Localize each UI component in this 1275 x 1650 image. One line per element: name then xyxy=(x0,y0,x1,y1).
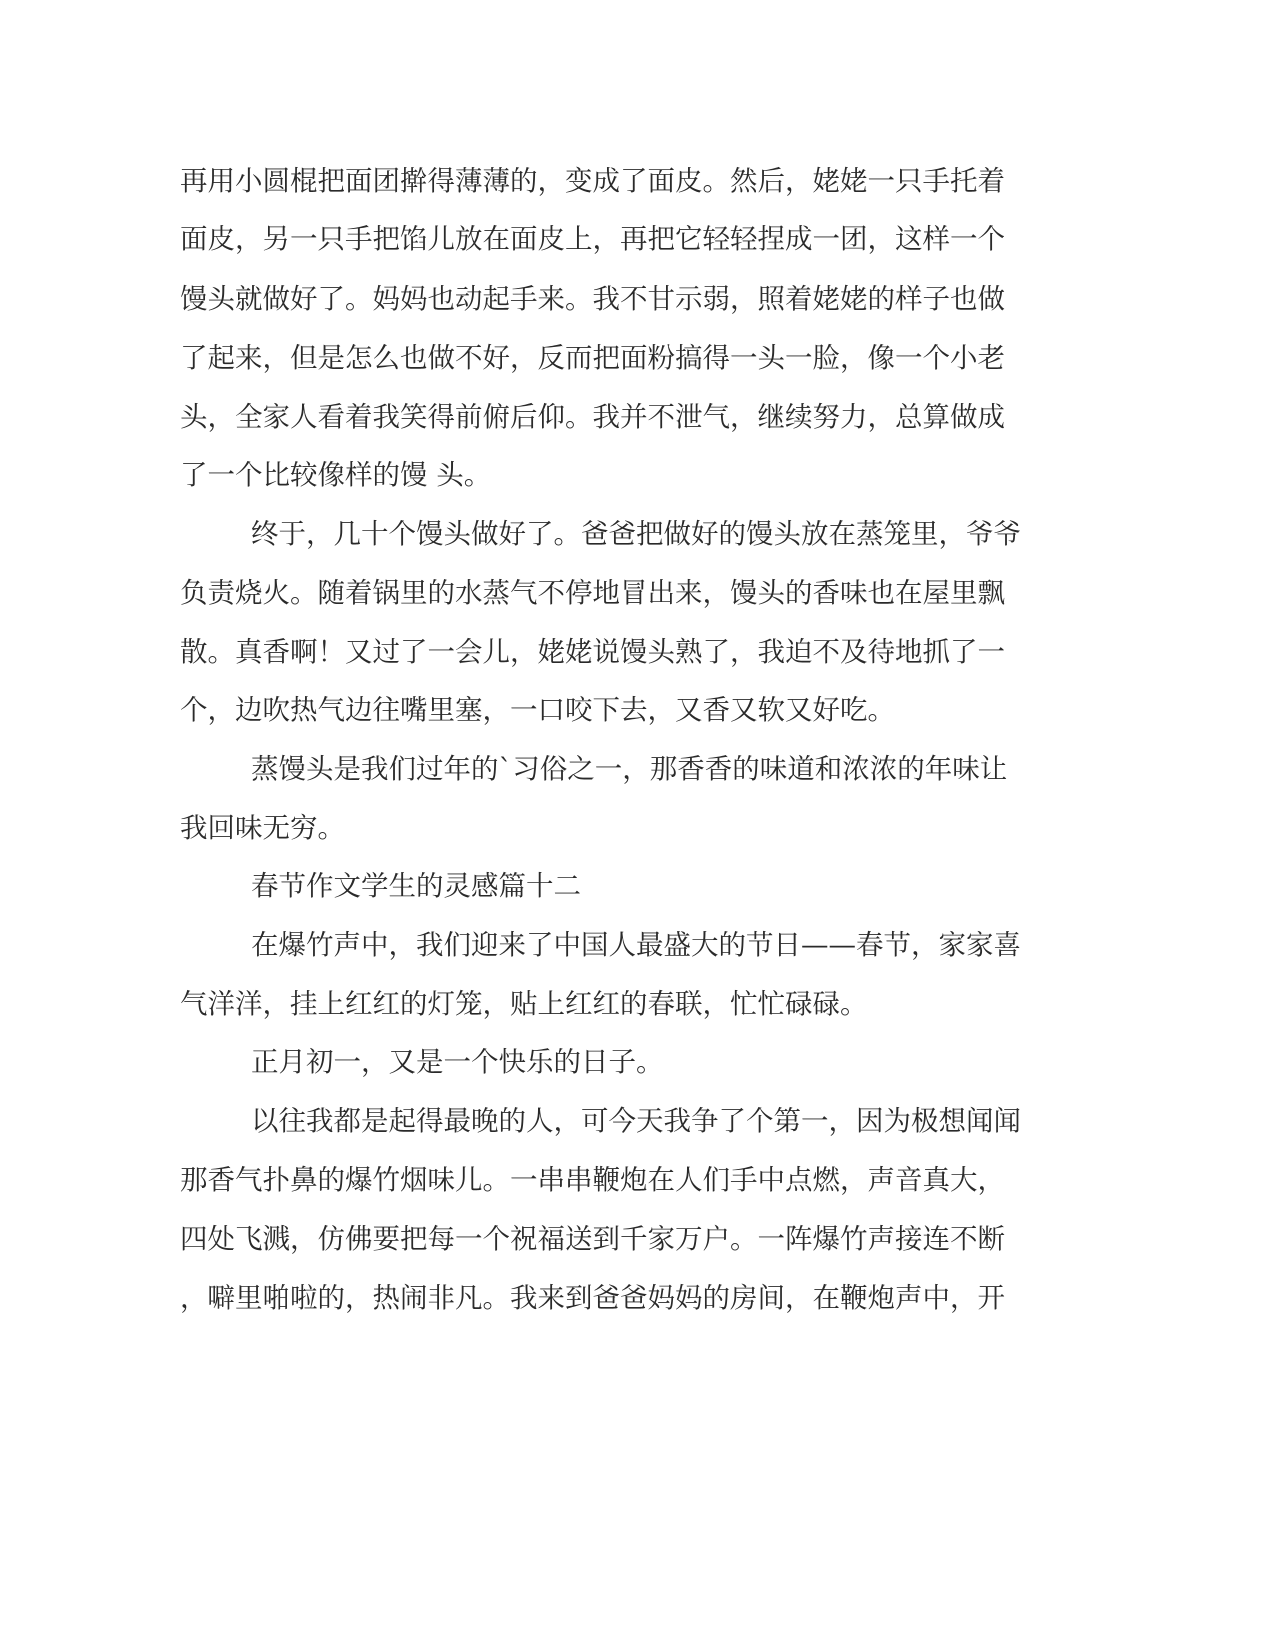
text-line: 正月初一，又是一个快乐的日子。 xyxy=(251,1046,664,1078)
text-line: 面皮，另一只手把馅儿放在面皮上，再把它轻轻捏成一团，这样一个 xyxy=(180,223,1005,255)
text-line: 在爆竹声中，我们迎来了中国人最盛大的节日——春节，家家喜 xyxy=(251,929,1021,961)
text-line: 气洋洋，挂上红红的灯笼，贴上红红的春联，忙忙碌碌。 xyxy=(180,988,868,1020)
text-line: 以往我都是起得最晚的人，可今天我争了个第一，因为极想闻闻 xyxy=(251,1105,1021,1137)
text-line: 蒸馒头是我们过年的`习俗之一，那香香的味道和浓浓的年味让 xyxy=(251,753,1008,785)
text-line: 散。真香啊！又过了一会儿，姥姥说馒头熟了，我迫不及待地抓了一 xyxy=(180,636,1005,668)
text-line: 了起来，但是怎么也做不好，反而把面粉搞得一头一脸，像一个小老 xyxy=(180,342,1005,374)
text-line: 四处飞溅，仿佛要把每一个祝福送到千家万户。一阵爆竹声接连不断 xyxy=(180,1223,1005,1255)
text-line: 头，全家人看着我笑得前俯后仰。我并不泄气，继续努力，总算做成 xyxy=(180,401,1005,433)
text-line: 了一个比较像样的馒 头。 xyxy=(180,459,492,491)
text-line: ，噼里啪啦的，热闹非凡。我来到爸爸妈妈的房间，在鞭炮声中，开 xyxy=(180,1282,1005,1314)
text-line: 馒头就做好了。妈妈也动起手来。我不甘示弱，照着姥姥的样子也做 xyxy=(180,283,1005,315)
text-line: 那香气扑鼻的爆竹烟味儿。一串串鞭炮在人们手中点燃，声音真大， xyxy=(180,1164,1005,1196)
section-heading: 春节作文学生的灵感篇十二 xyxy=(251,870,581,902)
text-line: 个，边吹热气边往嘴里塞，一口咬下去，又香又软又好吃。 xyxy=(180,694,895,726)
text-line: 终于，几十个馒头做好了。爸爸把做好的馒头放在蒸笼里，爷爷 xyxy=(251,518,1021,550)
text-line: 我回味无穷。 xyxy=(180,812,345,844)
text-line: 再用小圆棍把面团擀得薄薄的，变成了面皮。然后，姥姥一只手托着 xyxy=(180,165,1005,197)
text-line: 负责烧火。随着锅里的水蒸气不停地冒出来，馒头的香味也在屋里飘 xyxy=(180,577,1005,609)
